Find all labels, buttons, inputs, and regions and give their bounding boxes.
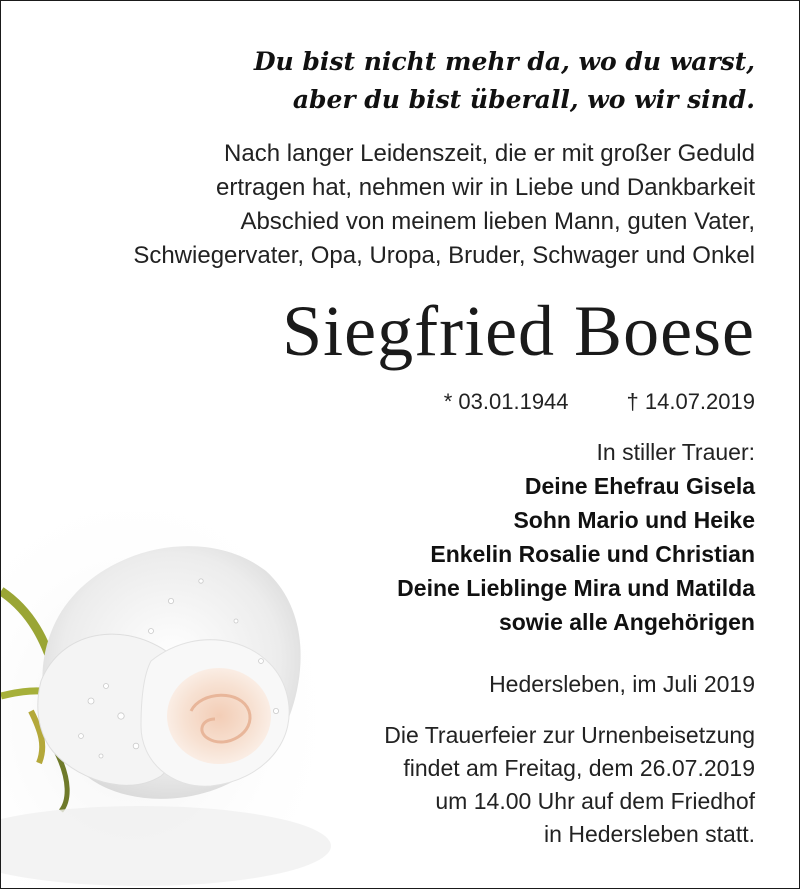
ceremony-line: Die Trauerfeier zur Urnenbeisetzung: [384, 722, 755, 748]
deceased-name: Siegfried Boese: [282, 291, 755, 371]
ceremony-line: um 14.00 Uhr auf dem Friedhof: [435, 788, 755, 814]
mourner-entry: Deine Lieblinge Mira und Matilda: [397, 575, 755, 601]
mourner-entry: sowie alle Angehörigen: [498, 609, 755, 635]
place-and-date: Hedersleben, im Juli 2019: [489, 671, 755, 697]
intro-line: Nach langer Leidenszeit, die er mit großer Geduld: [224, 140, 755, 167]
mourner-entry: Sohn Mario und Heike: [513, 507, 755, 533]
mourner-entry: Enkelin Rosalie und Christian: [430, 541, 755, 567]
intro-line: Abschied von meinem lieben Mann, guten Vater,: [240, 208, 755, 235]
mourners-heading: In stiller Trauer:: [596, 439, 755, 465]
ceremony-line: in Hedersleben statt.: [544, 821, 755, 847]
mourner-entry: Deine Ehefrau Gisela: [524, 473, 755, 499]
intro-line: Schwiegervater, Opa, Uropa, Bruder, Schwager und Onkel: [133, 242, 755, 269]
intro-line: ertragen hat, nehmen wir in Liebe und Dankbarkeit: [216, 174, 755, 201]
motto-quote: [254, 43, 755, 119]
birth-date: * 03.01.1944: [443, 389, 569, 414]
white-rose-image: [1, 511, 331, 887]
ceremony-info: [384, 719, 755, 851]
motto-line: Du bist nicht mehr da, wo du warst,: [253, 47, 755, 76]
life-dates: [444, 387, 755, 417]
death-date: † 14.07.2019: [626, 389, 755, 414]
ceremony-line: findet am Freitag, dem 26.07.2019: [403, 755, 755, 781]
motto-line: aber du bist überall, wo wir sind.: [292, 85, 755, 114]
intro-text: [133, 137, 755, 273]
mourners-list: [397, 435, 755, 639]
